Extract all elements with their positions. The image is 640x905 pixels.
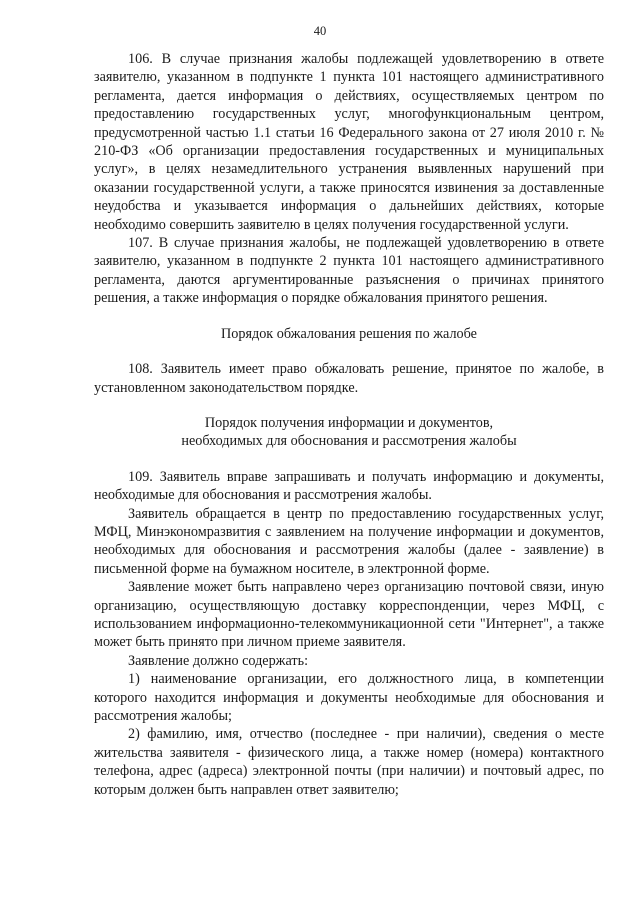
section-heading-appeal: Порядок обжалования решения по жалобе bbox=[221, 325, 477, 342]
section-heading-info-line1: Порядок получения информации и документов, bbox=[204, 414, 494, 431]
paragraph-106: 106. В случае признания жалобы подлежащей удовлетворению в ответе заявителю, указанном в подпункте 1 пункта 101 настоящего административного регламента, дается информация о действиях, осуществляемых центром по предоставлению государственных услуг, многофункциональным центром, предусмотренной частью 1.1 статьи 16 Федерального закона от 27 июля 2010 г. № 210-ФЗ «Об организации предоставления государственных и муниципальных услуг», в целях незамедлительного устранения выявленных нарушений при оказании государственной услуги, а также приносятся извинения за доставленные неудобства и указывается информация о дальнейших действиях, которые необходимо совершить заявителю в целях получения государственной услуги. bbox=[94, 51, 604, 233]
paragraph-statement-submission: Заявление может быть направлено через организацию почтовой связи, иную организацию, осуществляющую доставку корреспонденции, через МФЦ, с использованием информационно-телекоммуникационной сети "Интернет", а также может быть принято при личном приеме заявителя. bbox=[94, 579, 604, 651]
paragraph-107: 107. В случае признания жалобы, не подлежащей удовлетворению в ответе заявителю, указанном в подпункте 2 пункта 101 настоящего административного регламента, даются аргументированные разъяснения о причинах принятого решения, а также информация о порядке обжалования принятого решения. bbox=[94, 235, 604, 307]
list-item-1: 1) наименование организации, его должностного лица, в компетенции которого находится информация и документы необходимые для обоснования и рассмотрения жалобы; bbox=[94, 671, 604, 724]
paragraph-statement-contents: Заявление должно содержать: bbox=[128, 652, 309, 669]
section-heading-info-line2: необходимых для обоснования и рассмотрения жалобы bbox=[181, 433, 517, 450]
list-item-2: 2) фамилию, имя, отчество (последнее - при наличии), сведения о месте жительства заявителя - физического лица, а также номер (номера) контактного телефона, адрес (адреса) электронной почты (при наличии) и почтовый адрес, по которым должен быть направлен ответ заявителю; bbox=[94, 726, 604, 798]
paragraph-108: 108. Заявитель имеет право обжаловать решение, принятое по жалобе, в установленном законодательством порядке. bbox=[94, 361, 604, 396]
paragraph-applicant-request: Заявитель обращается в центр по предоставлению государственных услуг, МФЦ, Минэкономразвития с заявлением на получение информации и документов, необходимых для обоснования и рассмотрения жалобы (далее - заявление) в письменной форме на бумажном носителе, в электронной форме. bbox=[94, 505, 604, 577]
section-heading-info bbox=[94, 414, 604, 451]
paragraph-109: 109. Заявитель вправе запрашивать и получать информацию и документы, необходимые для обоснования и рассмотрения жалобы. bbox=[94, 468, 604, 504]
page-number: 40 bbox=[313, 24, 327, 38]
document-body bbox=[94, 50, 604, 799]
